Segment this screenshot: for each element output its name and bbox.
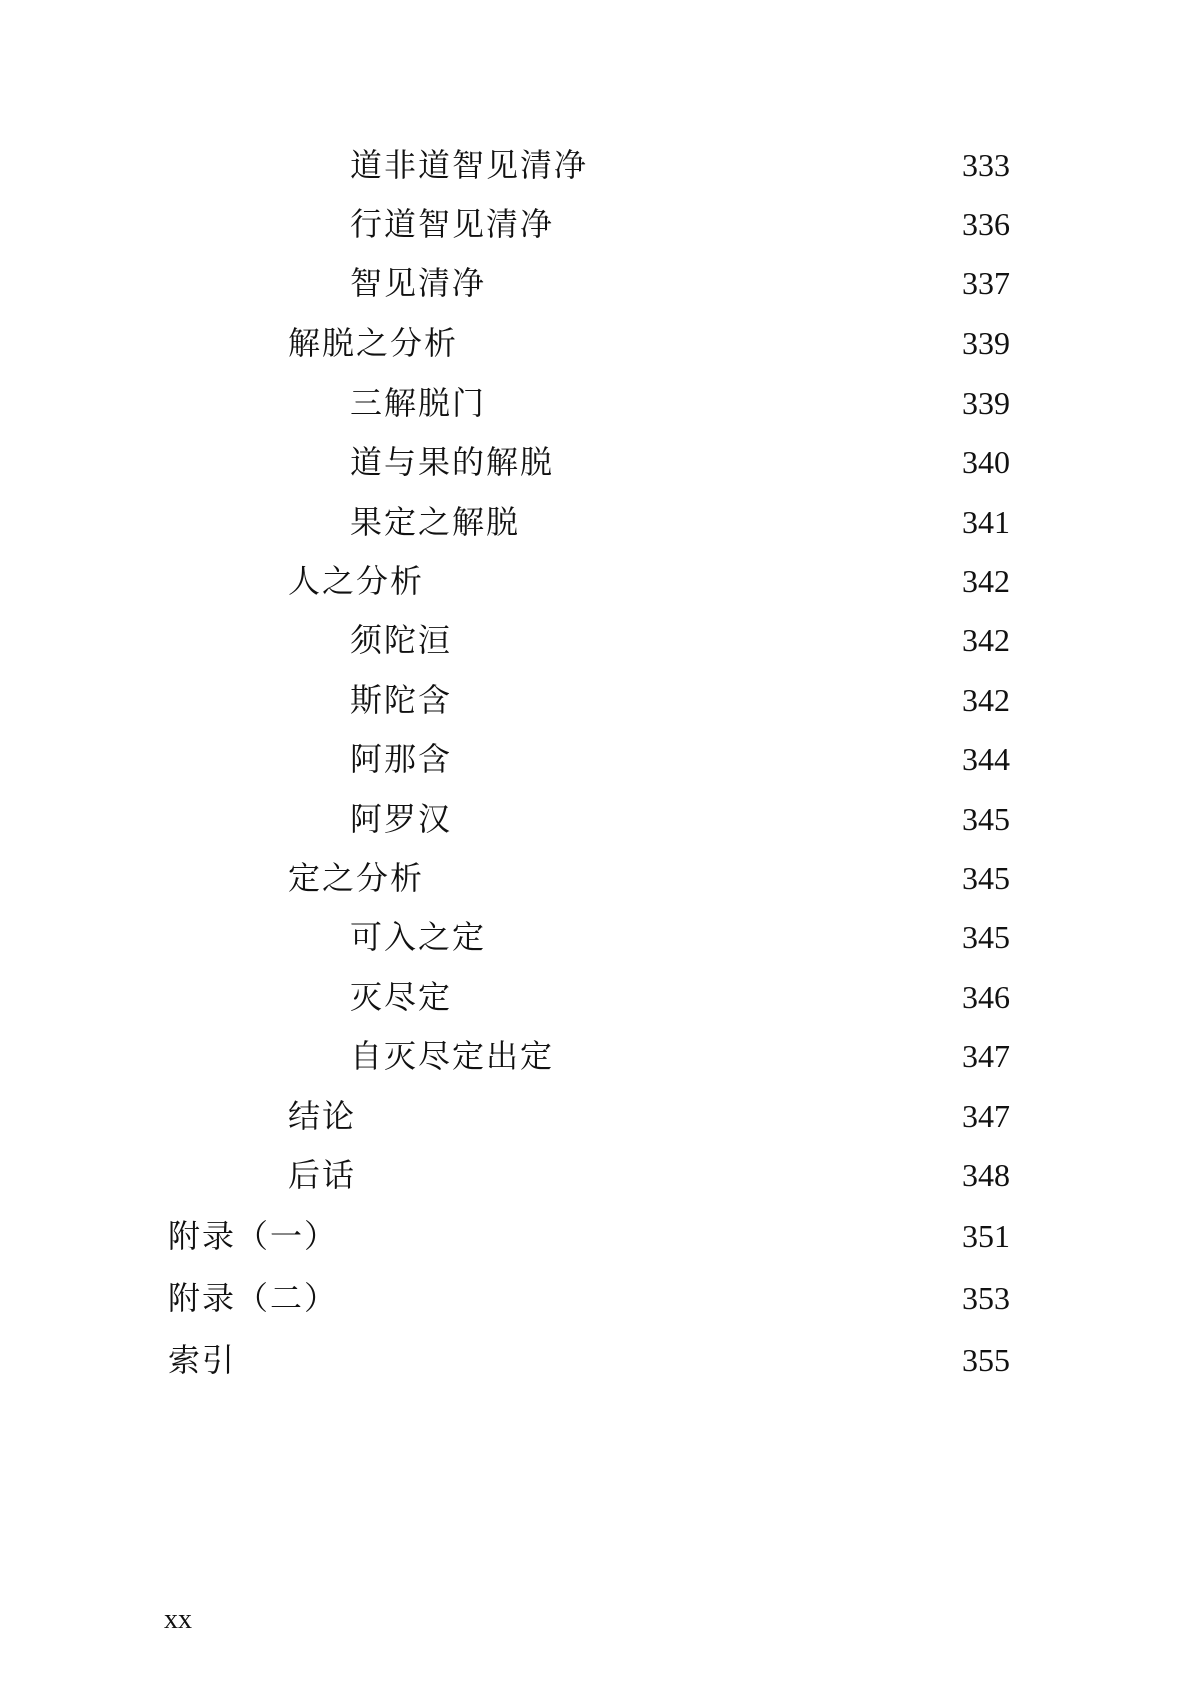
toc-entry-page: 347 (962, 1098, 1010, 1134)
toc-entry-title: 道非道智见清净 (350, 146, 589, 184)
toc-entry-page: 351 (962, 1218, 1010, 1254)
toc-entry-title: 定之分析 (288, 859, 425, 897)
toc-entry-page: 347 (962, 1038, 1010, 1074)
toc-entry (0, 1273, 1191, 1323)
toc-entry (0, 318, 1191, 368)
toc-entry-page: 342 (962, 682, 1010, 718)
toc-entry-title: 须陀洹 (350, 621, 453, 659)
toc-entry-title: 自灭尽定出定 (350, 1037, 555, 1075)
toc-entry-page: 342 (962, 563, 1010, 599)
toc-entry (0, 437, 1191, 487)
toc-entry-title: 索引 (168, 1341, 237, 1379)
toc-entry-title: 阿罗汉 (350, 800, 453, 838)
toc-entry-page: 355 (962, 1342, 1010, 1378)
toc-entry (0, 853, 1191, 903)
toc-entry (0, 1150, 1191, 1200)
toc-entry-title: 果定之解脱 (350, 503, 521, 541)
toc-entry-title: 阿那含 (350, 740, 453, 778)
toc-entry (0, 794, 1191, 844)
toc-entry-page: 340 (962, 444, 1010, 480)
toc-entry-page: 353 (962, 1280, 1010, 1316)
toc-entry-title: 斯陀含 (350, 681, 453, 719)
toc-entry (0, 1335, 1191, 1385)
toc-entry (0, 378, 1191, 428)
toc-entry (0, 258, 1191, 308)
toc-entry-page: 345 (962, 919, 1010, 955)
toc-entry (0, 497, 1191, 547)
toc-entry-title: 后话 (288, 1156, 357, 1194)
toc-entry-page: 337 (962, 265, 1010, 301)
toc-entry-title: 三解脱门 (350, 384, 487, 422)
toc-entry-page: 345 (962, 801, 1010, 837)
toc-entry (0, 1211, 1191, 1261)
toc-entry (0, 972, 1191, 1022)
toc-entry (0, 615, 1191, 665)
toc-entry-page: 341 (962, 504, 1010, 540)
toc-entry-page: 339 (962, 325, 1010, 361)
toc-entry-title: 解脱之分析 (288, 324, 459, 362)
toc-entry-title: 可入之定 (350, 918, 487, 956)
toc-entry-title: 道与果的解脱 (350, 443, 555, 481)
toc-entry-page: 342 (962, 622, 1010, 658)
toc-entry-title: 人之分析 (288, 562, 425, 600)
toc-entry-title: 附录（二） (168, 1279, 339, 1317)
toc-entry (0, 675, 1191, 725)
toc-entry-title: 附录（一） (168, 1217, 339, 1255)
toc-entry-title: 行道智见清净 (350, 205, 555, 243)
toc-entry (0, 912, 1191, 962)
toc-entry-title: 智见清净 (350, 264, 487, 302)
toc-entry-page: 344 (962, 741, 1010, 777)
toc-entry (0, 1031, 1191, 1081)
toc-entry (0, 734, 1191, 784)
page-number: xx (164, 1604, 192, 1635)
toc-entry (0, 140, 1191, 190)
toc-entry (0, 556, 1191, 606)
toc-entry-page: 336 (962, 206, 1010, 242)
toc-entry-page: 348 (962, 1157, 1010, 1193)
toc-entry-page: 346 (962, 979, 1010, 1015)
toc-entry (0, 1091, 1191, 1141)
toc-entry-title: 灭尽定 (350, 978, 453, 1016)
toc-entry-page: 345 (962, 860, 1010, 896)
toc-entry-page: 339 (962, 385, 1010, 421)
toc-entry-title: 结论 (288, 1097, 357, 1135)
toc-entry (0, 199, 1191, 249)
toc-entry-page: 333 (962, 147, 1010, 183)
